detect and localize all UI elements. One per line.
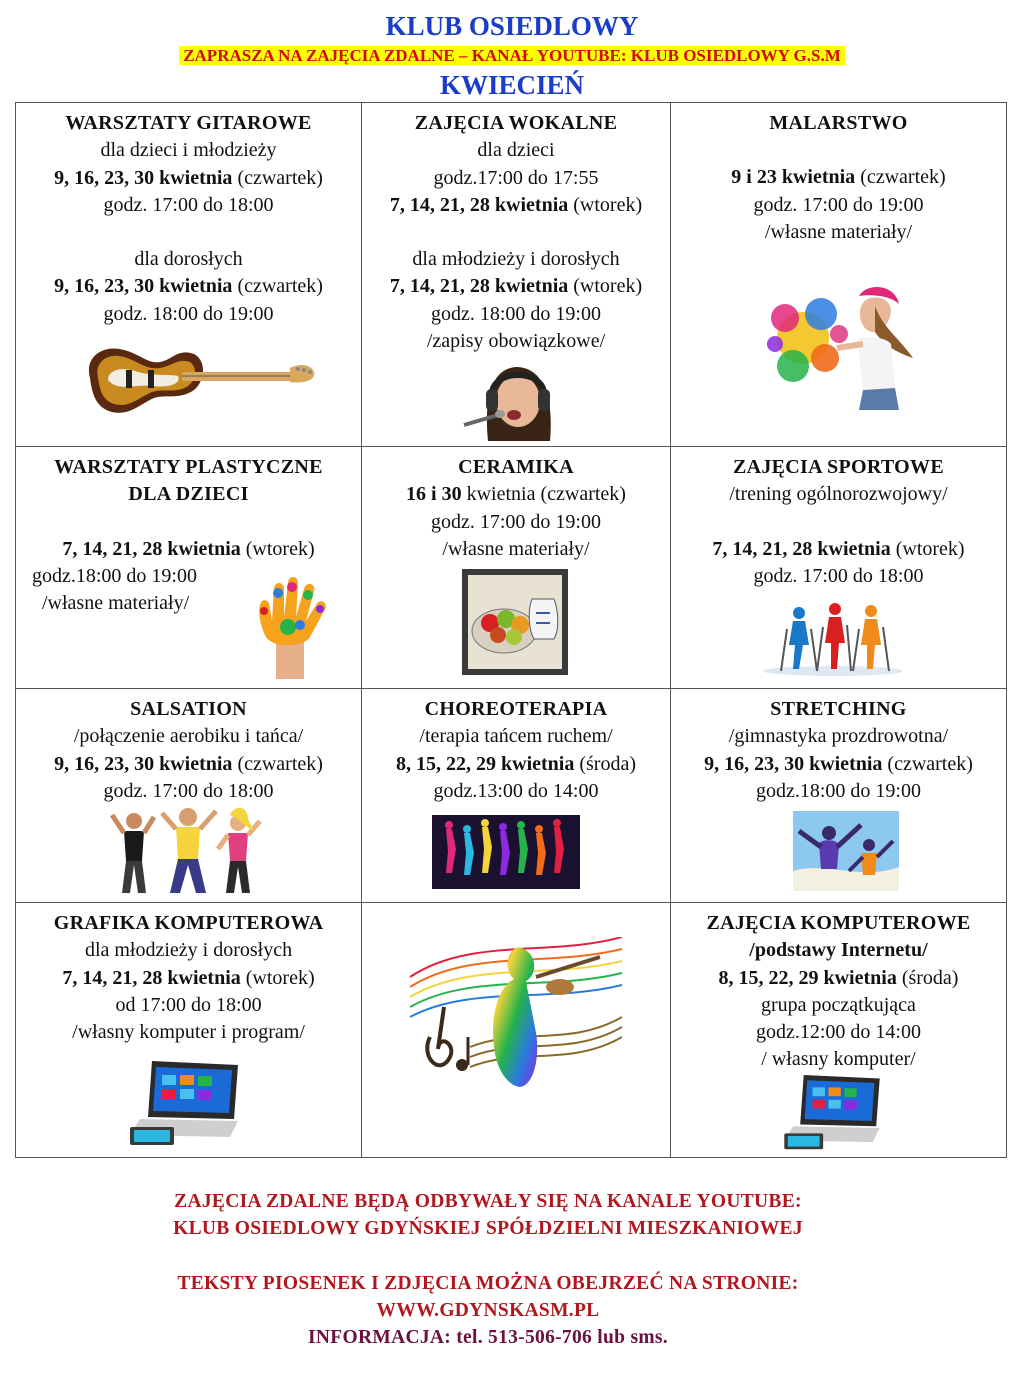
time-line: godz. 17:00 do 18:00 bbox=[753, 564, 924, 587]
note-line: /własne materiały/ bbox=[764, 220, 913, 243]
footer-website-info bbox=[0, 1270, 976, 1324]
footer-line: KLUB OSIEDLOWY GDYŃSKIEJ SPÓŁDZIELNI MIESZKANIOWEJ bbox=[173, 1218, 803, 1239]
note-line: /własny komputer i program/ bbox=[72, 1021, 305, 1044]
dates-line: 8, 15, 22, 29 kwietnia (środa) bbox=[396, 752, 636, 775]
dates-line: 7, 14, 21, 28 kwietnia (wtorek) bbox=[712, 537, 965, 560]
painted-hand-icon bbox=[244, 575, 330, 679]
laptop-devices-icon bbox=[126, 1061, 242, 1147]
poster-month: KWIECIEŃ bbox=[439, 70, 585, 100]
cell-title-line2: DLA DZIECI bbox=[128, 483, 249, 506]
ceramic-tile-painting-icon bbox=[462, 569, 568, 675]
cell-art-workshop bbox=[16, 447, 362, 689]
cell-title: MALARSTWO bbox=[769, 112, 908, 134]
singer-with-headphones-icon bbox=[454, 361, 566, 441]
time-line: godz. 17:00 do 18:00 bbox=[103, 193, 274, 216]
audience-label: dla dzieci bbox=[477, 139, 555, 162]
poster-title: KLUB OSIEDLOWY bbox=[385, 11, 639, 41]
cell-computer-graphics bbox=[16, 903, 362, 1158]
cell-guitar-workshop bbox=[16, 103, 362, 447]
time-line: godz.17:00 do 17:55 bbox=[433, 166, 599, 189]
group-line: grupa początkująca bbox=[761, 993, 916, 1016]
time-line: godz. 18:00 do 19:00 bbox=[431, 302, 601, 325]
cell-stretching bbox=[670, 689, 1006, 903]
cell-title: STRETCHING bbox=[770, 698, 907, 720]
cell-ceramics bbox=[362, 447, 671, 689]
dates-line: 8, 15, 22, 29 kwietnia (środa) bbox=[718, 966, 959, 989]
cell-music-illustration bbox=[362, 903, 671, 1158]
note-line: / własny komputer/ bbox=[761, 1048, 916, 1071]
time-line: godz.13:00 do 14:00 bbox=[433, 779, 599, 802]
audience-label: dla dorosłych bbox=[134, 248, 243, 271]
time-line: godz.12:00 do 14:00 bbox=[755, 1021, 921, 1044]
stretching-figures-icon bbox=[793, 811, 899, 891]
cell-salsation bbox=[16, 689, 362, 903]
dates-line: 16 i 30 kwietnia (czwartek) bbox=[406, 483, 626, 506]
time-line: od 17:00 do 18:00 bbox=[115, 993, 262, 1016]
cell-title: GRAFIKA KOMPUTEROWA bbox=[53, 912, 324, 934]
time-line: godz. 17:00 do 19:00 bbox=[753, 193, 924, 216]
cell-title: CHOREOTERAPIA bbox=[424, 698, 608, 720]
dancers-icon bbox=[108, 805, 264, 893]
subtitle-line: /podstawy Internetu/ bbox=[749, 939, 928, 962]
cell-vocal-classes bbox=[362, 103, 671, 447]
footer-line: ZAJĘCIA ZDALNE BĘDĄ ODBYWAŁY SIĘ NA KANALE YOUTUBE: bbox=[174, 1191, 802, 1212]
poster-subtitle: ZAPRASZA NA ZAJĘCIA ZDALNE – KANAŁ YOUTUBE: KLUB OSIEDLOWY G.S.M bbox=[179, 46, 845, 65]
time-line: godz. 17:00 do 19:00 bbox=[431, 510, 601, 533]
audience-label: dla dzieci i młodzieży bbox=[100, 139, 277, 162]
nordic-walking-figures-icon bbox=[759, 599, 905, 679]
dates-line: 9, 16, 23, 30 kwietnia (czwartek) bbox=[54, 166, 323, 189]
subtitle-line bbox=[0, 44, 1024, 69]
dates-line: 9, 16, 23, 30 kwietnia (czwartek) bbox=[54, 275, 323, 298]
subtitle-line: /terapia tańcem ruchem/ bbox=[419, 725, 613, 748]
cell-computer-classes bbox=[670, 903, 1006, 1158]
dates-line: 9, 16, 23, 30 kwietnia (czwartek) bbox=[54, 752, 323, 775]
audience-label: dla młodzieży i dorosłych bbox=[412, 248, 620, 271]
dates-line: 9, 16, 23, 30 kwietnia (czwartek) bbox=[704, 752, 973, 775]
laptop-devices-icon bbox=[779, 1075, 885, 1151]
dates-line: 7, 14, 21, 28 kwietnia (wtorek) bbox=[62, 537, 315, 560]
footer-website: WWW.GDYNSKASM.PL bbox=[376, 1300, 600, 1321]
schedule-grid bbox=[15, 102, 1007, 1158]
dance-silhouettes-icon bbox=[432, 815, 580, 889]
dates-line: 7, 14, 21, 28 kwietnia (wtorek) bbox=[62, 966, 315, 989]
cell-painting bbox=[670, 103, 1006, 447]
note-line: /zapisy obowiązkowe/ bbox=[426, 330, 606, 353]
cell-title: WARSZTATY GITAROWE bbox=[65, 112, 312, 134]
cell-title: SALSATION bbox=[130, 698, 247, 720]
time-line: godz.18:00 do 19:00 bbox=[755, 779, 921, 802]
cell-sport-classes bbox=[670, 447, 1006, 689]
dates-line: 7, 14, 21, 28 kwietnia (wtorek) bbox=[389, 193, 643, 216]
cell-title: ZAJĘCIA SPORTOWE bbox=[732, 456, 944, 478]
cell-title: CERAMIKA bbox=[458, 456, 574, 478]
cell-title: WARSZTATY PLASTYCZNE bbox=[54, 456, 323, 478]
subtitle-line: /trening ogólnorozwojowy/ bbox=[729, 483, 948, 506]
time-line: godz.18:00 do 19:00 bbox=[32, 564, 197, 587]
cell-title: ZAJĘCIA WOKALNE bbox=[414, 112, 618, 134]
subtitle-line: /gimnastyka prozdrowotna/ bbox=[728, 725, 949, 748]
paint-splash-girl-icon bbox=[763, 278, 923, 410]
cell-title: ZAJĘCIA KOMPUTEROWE bbox=[706, 912, 971, 934]
note-line: /własne materiały/ bbox=[442, 537, 590, 560]
subtitle-line: /połączenie aerobiku i tańca/ bbox=[73, 725, 304, 748]
poster-header bbox=[0, 10, 1024, 101]
footer-line: TEKSTY PIOSENEK I ZDJĘCIA MOŻNA OBEJRZEĆ NA STRONIE: bbox=[177, 1273, 799, 1294]
dates-line: 9 i 23 kwietnia (czwartek) bbox=[731, 166, 946, 189]
dates-line: 7, 14, 21, 28 kwietnia (wtorek) bbox=[389, 275, 643, 298]
time-line: godz. 17:00 do 18:00 bbox=[103, 779, 274, 802]
footer-contact: INFORMACJA: tel. 513-506-706 lub sms. bbox=[308, 1327, 668, 1348]
note-line: /własne materiały/ bbox=[42, 592, 190, 615]
footer-remote-info bbox=[0, 1188, 976, 1242]
electric-guitar-icon bbox=[82, 336, 316, 420]
cell-choreotherapy bbox=[362, 689, 671, 903]
music-rainbow-figure-icon bbox=[410, 937, 622, 1089]
time-line: godz. 18:00 do 19:00 bbox=[103, 302, 274, 325]
audience-label: dla młodzieży i dorosłych bbox=[84, 939, 293, 962]
